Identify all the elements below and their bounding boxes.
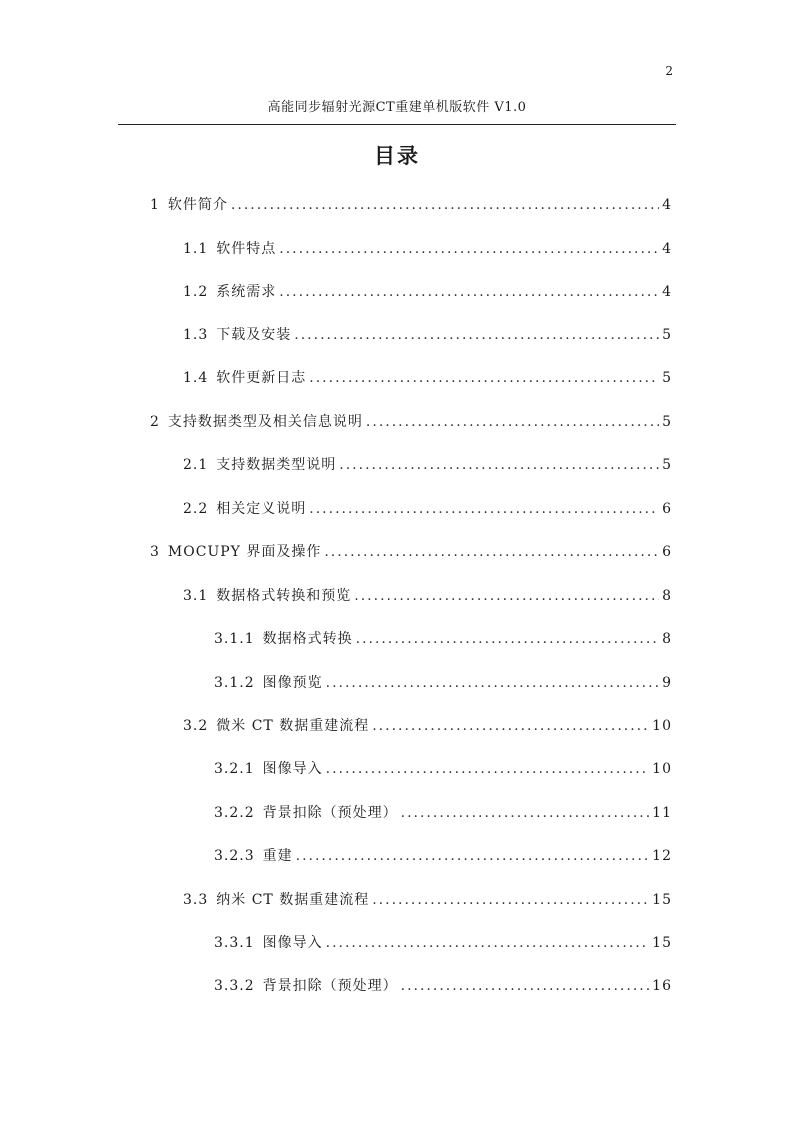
toc-title: 目录 <box>374 144 420 168</box>
entry-page: 6 <box>662 501 672 517</box>
toc-entry[interactable] <box>214 932 672 954</box>
entry-number: 2 <box>150 414 160 430</box>
toc-entry[interactable] <box>214 628 672 650</box>
entry-number: 3.1.1 <box>214 631 255 647</box>
entry-page: 12 <box>652 848 672 864</box>
toc-entry[interactable] <box>183 281 672 303</box>
header-rule <box>118 124 676 125</box>
entry-title: 图像导入 <box>262 761 323 777</box>
running-header: 高能同步辐射光源CT重建单机版软件 V1.0 <box>267 100 527 115</box>
entry-title: 图像导入 <box>262 935 323 951</box>
toc-entry[interactable] <box>183 324 672 346</box>
toc-entry[interactable] <box>183 367 672 389</box>
entry-number: 1 <box>150 197 160 213</box>
dot-leader <box>339 454 659 476</box>
entry-number: 3.3.1 <box>214 935 255 951</box>
toc-entry[interactable] <box>183 238 672 260</box>
entry-page: 10 <box>652 718 672 734</box>
entry-page: 6 <box>662 544 672 560</box>
entry-title: 支持数据类型及相关信息说明 <box>167 414 363 430</box>
entry-number: 2.1 <box>183 457 209 473</box>
entry-title: 相关定义说明 <box>216 501 307 517</box>
entry-number: 3.2.3 <box>214 848 255 864</box>
entry-page: 5 <box>662 414 672 430</box>
toc-entry[interactable] <box>214 758 672 780</box>
entry-title: 数据格式转换 <box>262 631 353 647</box>
toc-entry[interactable] <box>150 194 672 216</box>
entry-page: 4 <box>662 241 672 257</box>
dot-leader <box>326 672 659 694</box>
entry-page: 11 <box>652 805 672 821</box>
entry-page: 16 <box>652 978 672 994</box>
entry-number: 3.1 <box>183 588 209 604</box>
entry-number: 1.4 <box>183 370 209 386</box>
page-number: 2 <box>665 64 674 78</box>
entry-page: 15 <box>652 935 672 951</box>
dot-leader <box>326 758 650 780</box>
entry-title: 背景扣除（预处理） <box>262 805 398 821</box>
entry-number: 3.1.2 <box>214 675 255 691</box>
toc-entry[interactable] <box>183 498 672 520</box>
entry-page: 4 <box>662 284 672 300</box>
entry-page: 10 <box>652 761 672 777</box>
entry-title: 微米 CT 数据重建流程 <box>216 718 370 734</box>
toc-entry[interactable] <box>214 975 672 997</box>
toc-entry[interactable] <box>183 454 672 476</box>
dot-leader <box>324 541 659 563</box>
entry-title: 软件更新日志 <box>216 370 307 386</box>
entry-page: 8 <box>662 631 672 647</box>
dot-leader <box>354 585 659 607</box>
entry-page: 5 <box>662 370 672 386</box>
dot-leader <box>356 628 659 650</box>
entry-page: 9 <box>662 675 672 691</box>
dot-leader <box>372 715 649 737</box>
dot-leader <box>279 281 659 303</box>
dot-leader <box>366 411 659 433</box>
dot-leader <box>279 238 659 260</box>
entry-title: 系统需求 <box>216 284 277 300</box>
dot-leader <box>309 498 659 520</box>
entry-number: 1.3 <box>183 327 209 343</box>
toc-entry[interactable] <box>214 672 672 694</box>
dot-leader <box>296 845 650 867</box>
entry-title: 下载及安装 <box>216 327 292 343</box>
entry-page: 5 <box>662 457 672 473</box>
dot-leader <box>231 194 659 216</box>
toc-entry[interactable] <box>183 889 672 911</box>
dot-leader <box>294 324 659 346</box>
entry-title: MOCUPY 界面及操作 <box>167 544 322 560</box>
entry-title: 支持数据类型说明 <box>216 457 337 473</box>
dot-leader <box>326 932 650 954</box>
entry-title: 软件简介 <box>167 197 228 213</box>
dot-leader <box>401 975 650 997</box>
entry-page: 8 <box>662 588 672 604</box>
entry-title: 软件特点 <box>216 241 277 257</box>
entry-number: 3.2 <box>183 718 209 734</box>
dot-leader <box>372 889 649 911</box>
entry-number: 2.2 <box>183 501 209 517</box>
entry-number: 3.2.1 <box>214 761 255 777</box>
entry-number: 1.1 <box>183 241 209 257</box>
entry-number: 3.2.2 <box>214 805 255 821</box>
entry-page: 15 <box>652 892 672 908</box>
toc-entry[interactable] <box>214 845 672 867</box>
entry-title: 纳米 CT 数据重建流程 <box>216 892 370 908</box>
entry-title: 数据格式转换和预览 <box>216 588 352 604</box>
entry-number: 3.3.2 <box>214 978 255 994</box>
toc-entry[interactable] <box>150 411 672 433</box>
entry-title: 背景扣除（预处理） <box>262 978 398 994</box>
entry-number: 1.2 <box>183 284 209 300</box>
toc-entry[interactable] <box>183 585 672 607</box>
dot-leader <box>309 367 659 389</box>
toc-entry[interactable] <box>150 541 672 563</box>
entry-number: 3.3 <box>183 892 209 908</box>
entry-title: 图像预览 <box>262 675 323 691</box>
entry-page: 4 <box>662 197 672 213</box>
entry-number: 3 <box>150 544 160 560</box>
entry-title: 重建 <box>262 848 293 864</box>
dot-leader <box>401 802 650 824</box>
entry-page: 5 <box>662 327 672 343</box>
toc-entry[interactable] <box>214 802 672 824</box>
toc-entry[interactable] <box>183 715 672 737</box>
